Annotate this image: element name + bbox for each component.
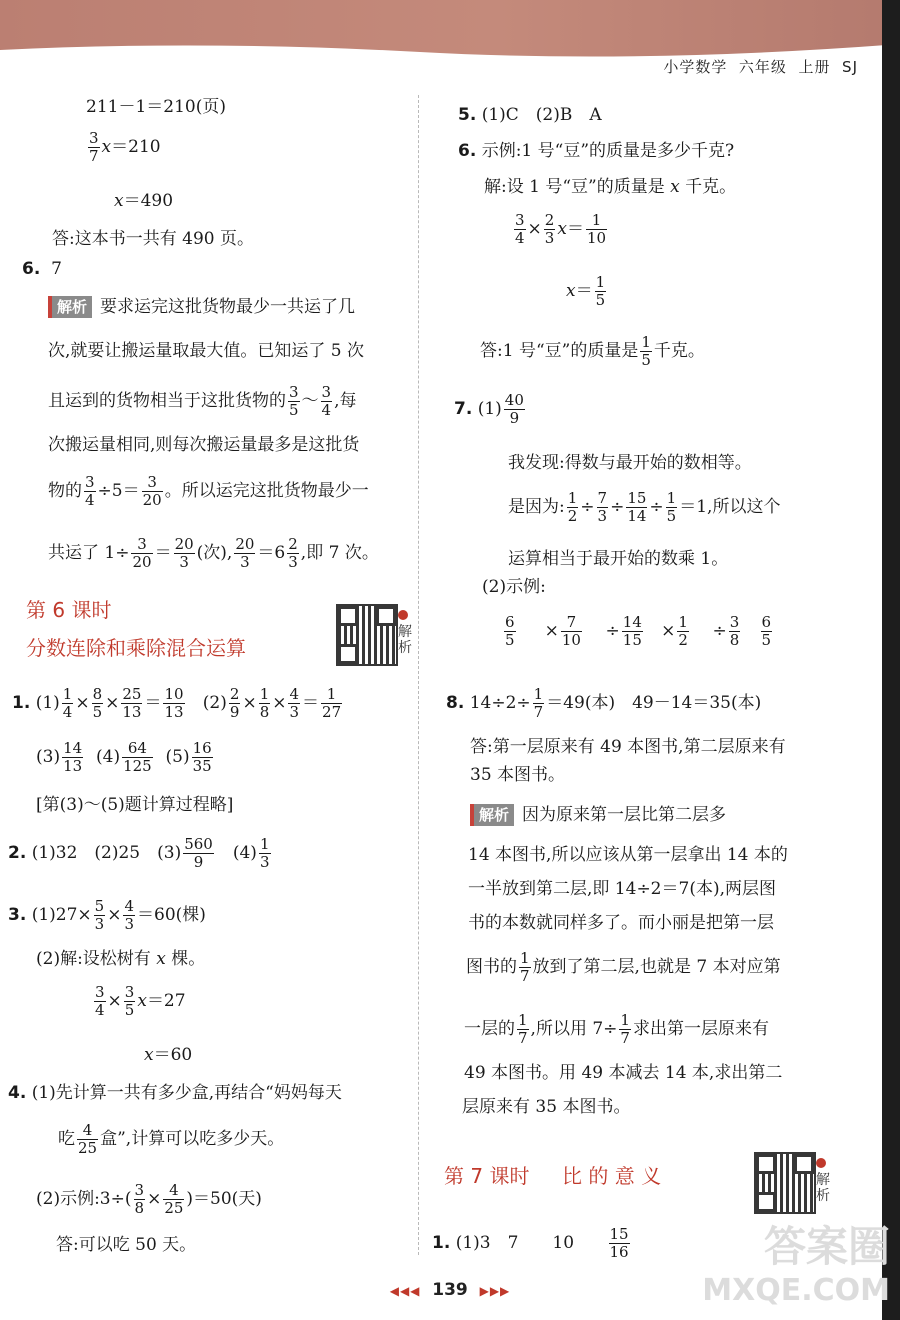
analysis-badge: 解析 [470, 804, 514, 826]
question-6: 6. 示例:1 号“豆”的质量是多少千克? [458, 141, 735, 161]
equation-line: x＝60 [144, 1045, 193, 1065]
analysis-line: 14 本图书,所以应该从第一层拿出 14 本的 [468, 845, 788, 865]
lesson-6-subtitle: 分数连除和乘除混合运算 [26, 636, 246, 660]
question-4-part: 吃 $\frac{4}{25}$ 盒”,计算可以吃多少天。 [58, 1121, 285, 1157]
page-number: 139 [432, 1280, 468, 1300]
equation-line: $\frac{3}{4}$ × $\frac{3}{5}$ x＝27 [95, 983, 186, 1019]
qr-label: 解析 [398, 608, 414, 656]
play-icon [398, 610, 408, 620]
analysis-line: 且运到的货物相当于这批货物的 $\frac{3}{5}$ ～ $\frac{3}{4}$ ,每 [48, 383, 357, 419]
watermark: 答案圈 MXQE.COM [702, 1222, 890, 1308]
lesson-7-title: 第 7 课时 [444, 1164, 530, 1188]
analysis-badge: 解析 [48, 296, 92, 318]
answer-line: 答:第一层原来有 49 本图书,第二层原来有 [470, 737, 786, 757]
column-divider [418, 95, 419, 1255]
equation-line: x＝ $\frac{1}{5}$ [566, 273, 606, 309]
question-4-part: (2)示例:3÷( $\frac{3}{8}$ × $\frac{4}{25}$ )＝50(天) [36, 1181, 262, 1217]
lesson-7-subtitle: 比 的 意 义 [562, 1164, 662, 1188]
qr-label: 解析 [816, 1156, 832, 1204]
analysis-line: 49 本图书。用 49 本减去 14 本,求出第二 [464, 1063, 783, 1083]
lesson-6-title: 第 6 课时 [26, 598, 112, 622]
analysis-line: 书的本数就同样多了。而小丽是把第一层 [468, 913, 774, 933]
question-3-part: (2)解:设松树有 x 棵。 [36, 949, 206, 969]
analysis-line: 一层的 $\frac{1}{7}$ ,所以用 7÷ $\frac{1}{7}$ 求出第一层原来有 [464, 1011, 769, 1047]
question-1: 1. (1)3 7 10 $\frac{15}{16}$ [432, 1225, 629, 1261]
page-footer [0, 1280, 900, 1300]
analysis-line: 次,就要让搬运量取最大值。已知运了 5 次 [48, 341, 365, 361]
play-icon [816, 1158, 826, 1168]
question-6-part: 解:设 1 号“豆”的质量是 x 千克。 [484, 177, 737, 197]
header-info: 小学数学 六年级 上册 SJ [663, 58, 858, 76]
answer-line: 答:1 号“豆”的质量是 $\frac{1}{5}$ 千克。 [480, 333, 705, 369]
analysis-line: 层原来有 35 本图书。 [462, 1097, 631, 1117]
analysis-line: 共运了 1÷ $\frac{3}{20}$ ＝ $\frac{20}{3}$ (次), $\frac{20}{3}$ ＝6 $\frac{2}{3}$ ,即 7 次。 [48, 535, 379, 571]
example-fractions: $\frac{6}{5}$ × $\frac{7}{10}$ ÷ $\frac{14}{15}$ × $\frac{1}{2}$ ÷ $\frac{3}{8}$ $\frac{6}{5}$ [505, 613, 772, 649]
question-7: 7. (1) $\frac{40}{9}$ [454, 391, 524, 427]
question-6: 6. 7 [22, 259, 62, 279]
answer-line: 答:这本书一共有 490 页。 [52, 229, 254, 249]
equation-line: $\frac{3}{4}$ × $\frac{2}{3}$ x＝ $\frac{1}{10}$ [515, 211, 607, 247]
analysis-line: 解析 要求运完这批货物最少一共运了几 [48, 296, 355, 318]
question-3: 3. (1)27× $\frac{5}{3}$ × $\frac{4}{3}$ ＝60(棵) [8, 897, 206, 933]
question-5: 5. (1)C (2)B A [458, 105, 602, 125]
equation-line: 211－1＝210(页) [86, 97, 226, 117]
page-edge [882, 0, 900, 1320]
note: [第(3)～(5)题计算过程略] [36, 795, 234, 815]
qr-code[interactable] [754, 1152, 816, 1214]
question-7-part: 是因为: $\frac{1}{2}$ ÷ $\frac{7}{3}$ ÷ $\frac{15}{14}$ ÷ $\frac{1}{5}$ ＝1,所以这个 [508, 489, 781, 525]
question-1-part: (3) $\frac{14}{13}$ (4) $\frac{64}{125}$ (5) $\frac{16}{35}$ [36, 739, 212, 775]
analysis-line: 图书的 $\frac{1}{7}$ 放到了第二层,也就是 7 本对应第 [466, 949, 781, 985]
question-2: 2. (1)32 (2)25 (3) $\frac{560}{9}$ (4) $\frac{1}{3}$ [8, 835, 270, 871]
answer-line: 35 本图书。 [470, 765, 566, 785]
analysis-line: 一半放到第二层,即 14÷2＝7(本),两层图 [468, 879, 776, 899]
question-8: 8. 14÷2÷ $\frac{1}{7}$ ＝49(本) 49－14＝35(本) [446, 685, 762, 721]
question-4: 4. (1)先计算一共有多少盒,再结合“妈妈每天 [8, 1083, 342, 1103]
analysis-line: 物的 $\frac{3}{4}$ ÷5＝ $\frac{3}{20}$ 。所以运完这批货物最少一 [48, 473, 369, 509]
question-1: 1. (1) $\frac{1}{4}$ × $\frac{8}{5}$ × $\frac{25}{13}$ ＝ $\frac{10}{13}$ (2) $\frac{2}{9}$ × $\frac{1}{8}$ × $\frac{4}{3}$ ＝ $\frac{1}{27}$ [12, 685, 342, 721]
analysis-line: 次搬运量相同,则每次搬运量最多是这批货 [48, 435, 360, 455]
equation-line: x＝490 [114, 191, 174, 211]
question-7-part: 运算相当于最开始的数乘 1。 [508, 549, 729, 569]
equation-line: $\frac{3}{7}$ x＝210 [89, 129, 161, 165]
analysis-line: 解析 因为原来第一层比第二层多 [470, 804, 726, 826]
qr-code[interactable] [336, 604, 398, 666]
question-7-part: 我发现:得数与最开始的数相等。 [508, 453, 752, 473]
left-arrows-icon: ◀◀◀ [389, 1284, 421, 1298]
answer-line: 答:可以吃 50 天。 [56, 1235, 197, 1255]
right-arrows-icon: ▶▶▶ [479, 1284, 511, 1298]
question-7-part: (2)示例: [482, 577, 546, 597]
